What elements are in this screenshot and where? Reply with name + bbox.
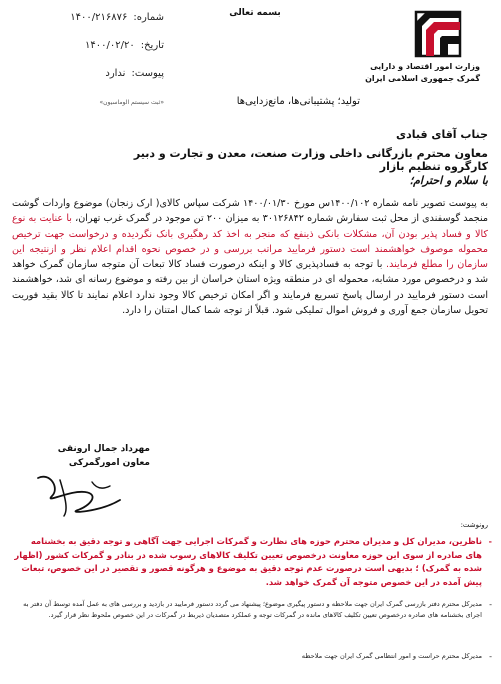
date-value: ۱۴۰۰/۰۲/۲۰ (85, 40, 135, 51)
date-label: تاریخ: (140, 40, 164, 51)
handwritten-signature (30, 470, 140, 520)
copy-item-1-text: ناظرین، مدیران کل و مدیران محترم حوزه های نظارت و گمرکات اجرایی جهت آگاهی و توجه دقیق به بخشنامه های صادره از سوی این حوزه معاونت درخصوص تعیین تکلیف کالاهای رسوب شده در بنادر و گمرکات کشور (اظهار شده به گمرک) ؛ بدیهی است درصورت عدم توجه دقیق به موضوع و هرگونه قصور و تقصیر در این خصوص، تبعات پیش آمده در این خصوص متوجه آن گمرک خواهد شد. (14, 536, 482, 587)
copy-item-2 (12, 599, 492, 622)
letter-attachment (14, 68, 164, 79)
addressee-title: معاون محترم بازرگانی داخلی وزارت صنعت، معدن و تجارت و دبیر کارگروه تنظیم بازار (133, 147, 488, 173)
body-part-3: با توجه به فسادپذیری کالا و اینکه درصورت فساد کالا تبعات آن متوجه سازمان گمرک خواهد شد و درخصوص مورد مشابه، محموله ای در منطقه ویژه استان خراسان از بین رفته و موضوع رسانه ای شد، خواهشمند است دستور فرمایید در ارسال پاسخ تسریع فرمایند و اگر امکان ترخیص کالا وجود ندارد اعلام نمایند تا کالا بقید فوریت تحویل سازمان جمع آوری و فروش اموال تملیکی شود. قبلاً از توجه شما کمال امتنان را دارد. (12, 259, 488, 317)
copy-item-2-text: مدیرکل محترم دفتر بازرسی گمرک ایران جهت ملاحظه و دستور پیگیری موضوع؛ پیشنهاد می گردد دستور فرمایید در بازدید و بررسی های به عمل آمده توسط آن دفتر به اجرای بخشنامه های صادره درخصوص تعیین تکلیف کالاهای مانده در گمرکات توجه و عملکرد متصدیان ذیربط در گمرکات در این خصوص ملحوظ نظر قرار گیرد. (23, 600, 482, 620)
bismillah-heading: بسمه تعالی (229, 8, 281, 18)
number-value: ۱۴۰۰/۲۱۶۸۷۶ (70, 12, 128, 23)
copy-item-1 (12, 535, 492, 589)
signer-title: معاون امورگمرکی (68, 458, 150, 468)
org-line-2: گمرک جمهوری اسلامی ایران (365, 74, 480, 83)
letter-body (12, 196, 488, 318)
signature-system-note: «ثبت سیستم الوماسیون» (99, 99, 164, 106)
body-part-1: به پیوست تصویر نامه شماره ۱۴۰۰/۱۰۲س مورخ ۱۴۰۰/۰۱/۳۰ شرکت سپاس کالای( ارک زنجان) موضوع واردات گوشت منجمد گوسفندی از محل ثبت سفارش شماره ۳۰۱۲۶۸۴۲ به میزان ۲۰۰ تن موجود در گمرک غرب تهران، (12, 198, 488, 225)
letter-number (14, 12, 164, 23)
copies-label: رونوشت: (460, 521, 488, 529)
letter-subject: تولید؛ پشتیبانی‌ها، مانع‌زدایی‌ها (236, 96, 360, 107)
bullet-icon: - (488, 537, 492, 546)
body-part-2-highlight: با عنایت به نوع کالا و فساد پذیر بودن آن، مشکلات بانکی ذینفع که منجر به اخذ کد رهگیری بانک نگردیده و درخواست جهت ترخیص محموله موصوف خواهشمند است دستور فرمایید مراتب بررسی و در خصوص نحوه اقدام اعلام نظر و ازنتیجه این سازمان را مطلع فرمایند. (12, 213, 488, 271)
customs-logo-icon (412, 8, 464, 60)
copy-item-3-text: مدیرکل محترم حراست و امور انتظامی گمرک ایران جهت ملاحظه (301, 652, 482, 660)
addressee-name: جناب آقای قبادی (396, 128, 488, 141)
attachment-value: ندارد (105, 68, 126, 79)
signer-name: مهرداد جمال ارونقی (57, 444, 150, 454)
org-line-1: وزارت امور اقتصاد و دارایی (370, 62, 480, 71)
bullet-icon: - (489, 652, 492, 661)
greeting: با سلام و احترام؛ (409, 174, 488, 187)
attachment-label: پیوست: (131, 68, 164, 79)
letter-date (14, 40, 164, 51)
number-label: شماره: (133, 12, 164, 23)
copy-item-3 (12, 651, 492, 662)
bullet-icon: - (489, 600, 492, 609)
